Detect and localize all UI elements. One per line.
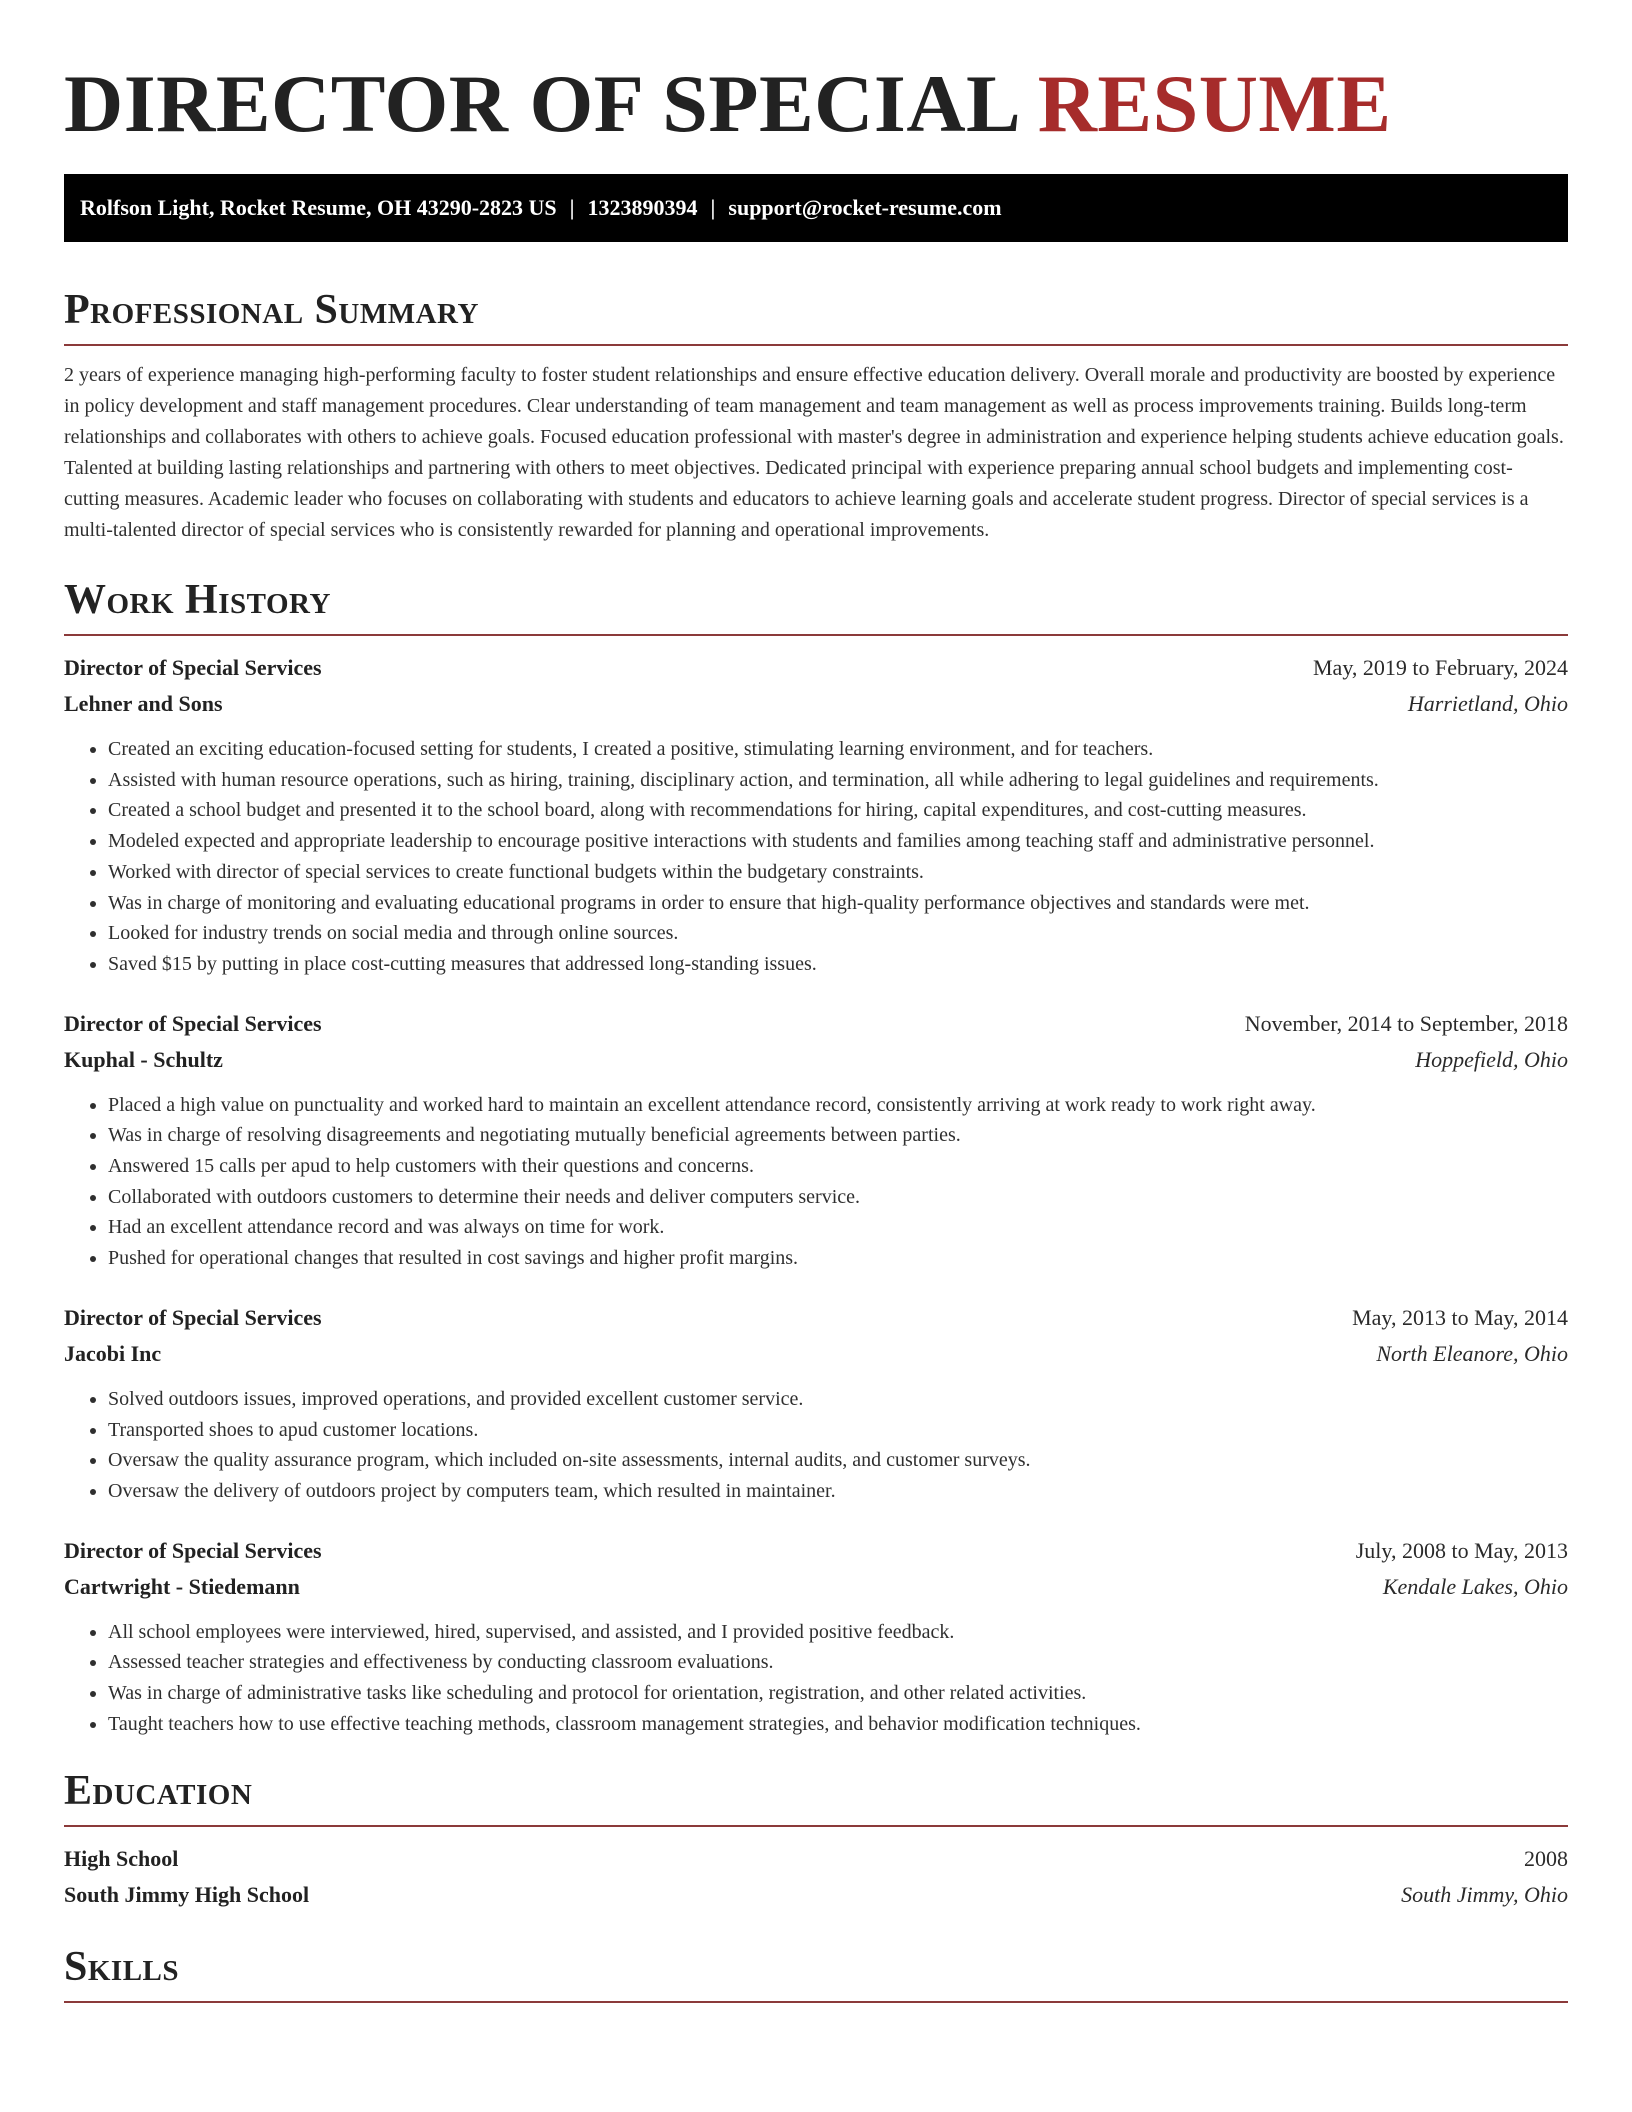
job-location: North Eleanore, Ohio: [1376, 1340, 1568, 1366]
education-entry: [64, 1841, 1568, 1913]
job-bullet: • Was in charge of administrative tasks like scheduling and protocol for orientation, registration, and other related activities.: [108, 1678, 1568, 1709]
resume-page: [64, 0, 1568, 2003]
job-bullet: • Modeled expected and appropriate leadership to encourage positive interactions with students and families among teaching staff and administrative personnel.: [108, 826, 1568, 857]
job-dates: November, 2014 to September, 2018: [1244, 1010, 1568, 1036]
job-bullet: • Looked for industry trends on social media and through online sources.: [108, 918, 1568, 949]
skills-section: [64, 1941, 1568, 2003]
job-company: Lehner and Sons: [64, 691, 223, 716]
job-bullet: • Oversaw the delivery of outdoors project by computers team, which resulted in maintainer.: [108, 1476, 1568, 1507]
job-title-row: [64, 1300, 1568, 1336]
summary-divider: [64, 344, 1568, 346]
education-school-row: [64, 1877, 1568, 1913]
job-bullet: • Assisted with human resource operations, such as hiring, training, disciplinary action, and termination, all while adhering to legal guidelines and requirements.: [108, 765, 1568, 796]
education-heading: Education: [64, 1768, 253, 1815]
job-bullet: • Had an excellent attendance record and was always on time for work.: [108, 1212, 1568, 1243]
work-history-heading: Work History: [64, 577, 331, 623]
job-title: Director of Special Services: [64, 1537, 322, 1563]
contact-separator: |: [710, 195, 716, 220]
title-accent: RESUME: [1037, 58, 1392, 149]
job-dates: May, 2013 to May, 2014: [1352, 1304, 1568, 1330]
job-bullet: • Solved outdoors issues, improved operations, and provided excellent customer service.: [108, 1384, 1568, 1415]
education-section: [64, 1765, 1568, 1913]
skills-heading: Skills: [64, 1944, 180, 1991]
job-title-row: [64, 650, 1568, 686]
education-location: South Jimmy, Ohio: [1401, 1882, 1568, 1908]
job-company-row: [64, 1042, 1568, 1078]
summary-section: [64, 284, 1568, 546]
summary-text: 2 years of experience managing high-performing faculty to foster student relationships and ensure effective education delivery. Overall morale and productivity are boosted by experience in policy development and staff management procedures. Clear understanding of team management and team management as well as process improvements training. Builds long-term relationships and collaborates with others to achieve goals. Focused education professional with master's degree in administration and experience helping students achieve education goals. Talented at building lasting relationships and partnering with others to meet objectives. Dedicated principal with experience preparing annual school budgets and implementing cost-cutting measures. Academic leader who focuses on collaborating with students and educators to achieve learning goals and accelerate student progress. Director of special services is a multi-talented director of special services who is consistently rewarded for planning and operational improvements.: [64, 364, 1564, 541]
job-title: Director of Special Services: [64, 1304, 322, 1330]
contact-phone: 1323890394: [587, 195, 698, 220]
work-history-divider: [64, 634, 1568, 636]
job-bullet: • Transported shoes to apud customer locations.: [108, 1415, 1568, 1446]
summary-heading: Professional Summary: [64, 287, 479, 333]
job-bullet-list: [64, 1384, 1568, 1507]
job-bullet: • Was in charge of monitoring and evaluating educational programs in order to ensure that high-quality performance objectives and standards were met.: [108, 888, 1568, 919]
contact-bar: [64, 174, 1568, 242]
education-degree-row: [64, 1841, 1568, 1877]
education-divider: [64, 1825, 1568, 1827]
job-bullet: • Answered 15 calls per apud to help customers with their questions and concerns.: [108, 1151, 1568, 1182]
job-bullet: • Taught teachers how to use effective teaching methods, classroom management strategies, and behavior modification techniques.: [108, 1709, 1568, 1740]
job-location: Hoppefield, Ohio: [1415, 1046, 1568, 1072]
job-title-row: [64, 1006, 1568, 1042]
job-title: Director of Special Services: [64, 655, 322, 680]
job-company-row: [64, 1569, 1568, 1605]
contact-address: Rolfson Light, Rocket Resume, OH 43290-2823 US: [80, 195, 557, 220]
job-bullet-list: [64, 1617, 1568, 1740]
job-company: Cartwright - Stiedemann: [64, 1573, 300, 1599]
job-company-row: [64, 1336, 1568, 1372]
contact-separator: |: [569, 195, 575, 220]
job-dates: July, 2008 to May, 2013: [1355, 1537, 1568, 1563]
job-location: Kendale Lakes, Ohio: [1382, 1573, 1568, 1599]
job-bullet: • Assessed teacher strategies and effectiveness by conducting classroom evaluations.: [108, 1647, 1568, 1678]
job-bullet: • Worked with director of special services to create functional budgets within the budgetary constraints.: [108, 857, 1568, 888]
job-title-row: [64, 1533, 1568, 1569]
skills-divider: [64, 2001, 1568, 2003]
title-main: DIRECTOR OF SPECIAL: [64, 58, 1017, 149]
education-school: South Jimmy High School: [64, 1882, 310, 1908]
job-bullet: • Saved $15 by putting in place cost-cutting measures that addressed long-standing issues.: [108, 949, 1568, 980]
job-bullet-list: [64, 1090, 1568, 1274]
job-dates: May, 2019 to February, 2024: [1313, 655, 1568, 680]
education-degree: High School: [64, 1846, 179, 1872]
job-bullet: • Created an exciting education-focused setting for students, I created a positive, stimulating learning environment, and for teachers.: [108, 734, 1568, 765]
job-bullet: • Was in charge of resolving disagreements and negotiating mutually beneficial agreements between parties.: [108, 1120, 1568, 1151]
job-entry: [64, 1300, 1568, 1507]
job-bullet: • Placed a high value on punctuality and worked hard to maintain an excellent attendance record, consistently arriving at work ready to work right away.: [108, 1090, 1568, 1121]
work-history-section: [64, 574, 1568, 1739]
contact-email: support@rocket-resume.com: [728, 195, 1002, 220]
job-title: Director of Special Services: [64, 1010, 322, 1036]
resume-title: [64, 0, 1568, 152]
job-company-row: [64, 686, 1568, 722]
job-entry: [64, 1006, 1568, 1274]
job-entry: [64, 650, 1568, 980]
job-location: Harrietland, Ohio: [1407, 691, 1568, 716]
job-bullet-list: [64, 734, 1568, 980]
education-year: 2008: [1524, 1846, 1568, 1872]
job-company: Kuphal - Schultz: [64, 1046, 223, 1072]
job-bullet: • Created a school budget and presented it to the school board, along with recommendations for hiring, capital expenditures, and cost-cutting measures.: [108, 795, 1568, 826]
job-entry: [64, 1533, 1568, 1740]
job-bullet: • All school employees were interviewed, hired, supervised, and assisted, and I provided positive feedback.: [108, 1617, 1568, 1648]
job-bullet: • Pushed for operational changes that resulted in cost savings and higher profit margins.: [108, 1243, 1568, 1274]
job-bullet: • Collaborated with outdoors customers to determine their needs and deliver computers service.: [108, 1182, 1568, 1213]
job-bullet: • Oversaw the quality assurance program, which included on-site assessments, internal audits, and customer surveys.: [108, 1445, 1568, 1476]
job-company: Jacobi Inc: [64, 1340, 162, 1366]
